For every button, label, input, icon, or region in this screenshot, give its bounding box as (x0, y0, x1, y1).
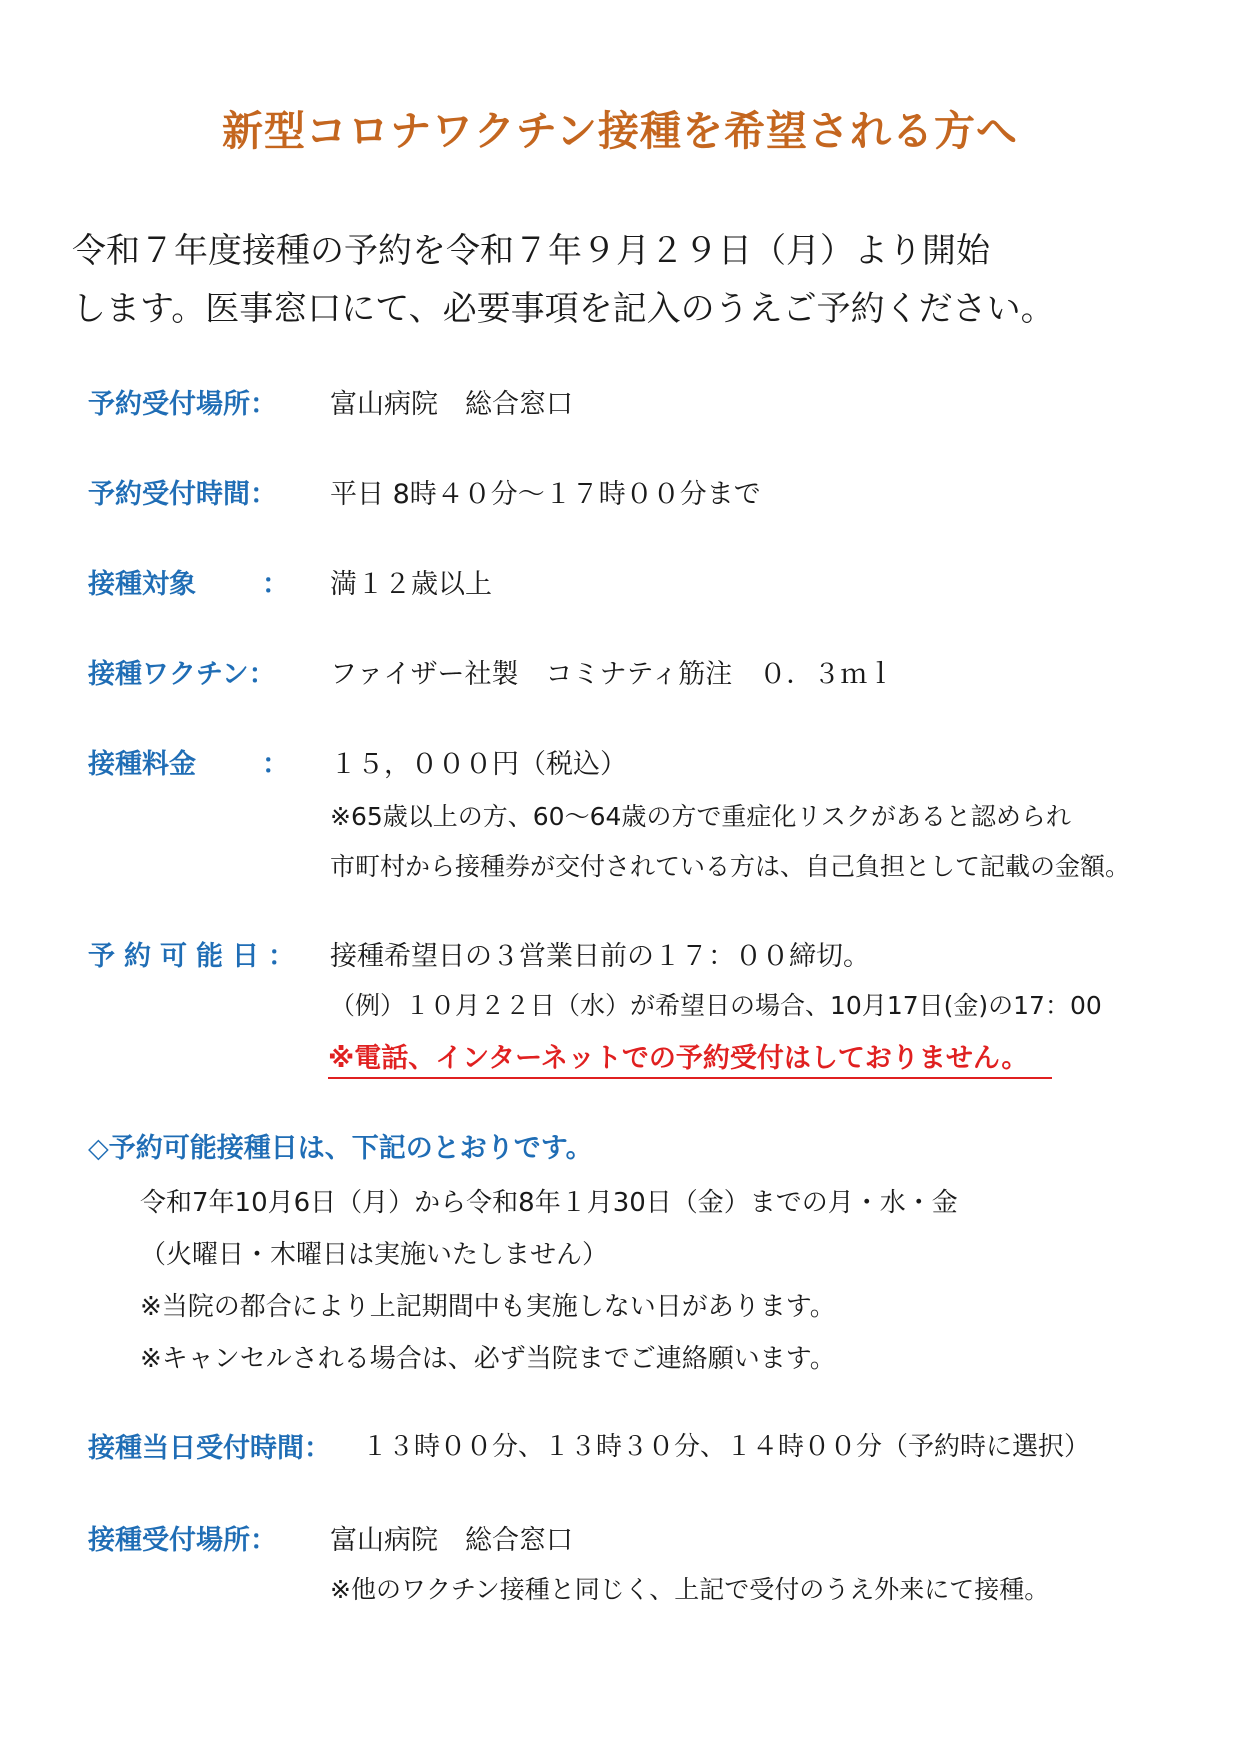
intro-line-1: 令和７年度接種の予約を令和７年９月２９日（月）より開始 (72, 231, 990, 271)
reservation-hours-value: 平日 8時４０分～１７時００分まで (330, 479, 761, 510)
vaccination-place-note: ※他のワクチン接種と同じく、上記で受付のうえ外来にて接種。 (330, 1575, 1050, 1604)
page-title: 新型コロナワクチン接種を希望される方へ (222, 107, 1018, 155)
target-value: 満１２歳以上 (330, 569, 492, 600)
fee-colon: ： (262, 749, 289, 780)
vaccine-value: ファイザー社製 コミナティ筋注 ０．３ｍｌ (330, 659, 895, 690)
available-dates-heading: ◇予約可能接種日は、下記のとおりです。 (88, 1133, 593, 1164)
target-label: 接種対象 (88, 569, 196, 600)
fee-label: 接種料金 (88, 749, 196, 780)
vaccination-place-label: 接種受付場所： (88, 1525, 277, 1556)
vaccine-label: 接種ワクチン： (88, 659, 276, 690)
fee-note-2: 市町村から接種券が交付されている方は、自己負担として記載の金額。 (330, 852, 1131, 881)
fee-value: １５，０００円（税込） (330, 749, 627, 780)
target-colon: ： (262, 569, 289, 600)
day-of-time-value: １３時００分、１３時３０分、１４時００分（予約時に選択） (362, 1432, 1091, 1462)
intro-paragraph (72, 222, 1055, 338)
vaccination-place-value: 富山病院 総合窓口 (330, 1525, 573, 1556)
reservation-hours-label: 予約受付時間： (88, 479, 277, 510)
intro-line-2: します。医事窓口にて、必要事項を記入のうえご予約ください。 (72, 289, 1055, 329)
reservation-place-value: 富山病院 総合窓口 (330, 389, 573, 420)
available-dates-line-1: 令和7年10月6日（月）から令和8年１月30日（金）までの月・水・金 (140, 1188, 958, 1218)
no-phone-internet-warning: ※電話、インターネットでの予約受付はしておりません。 (328, 1036, 1052, 1079)
available-day-value: 接種希望日の３営業日前の１７：００締切。 (330, 941, 870, 972)
reservation-place-label: 予約受付場所： (88, 389, 277, 420)
fee-note-1: ※65歳以上の方、60～64歳の方で重症化リスクがあると認められ (330, 802, 1071, 831)
day-of-time-label: 接種当日受付時間： (88, 1433, 331, 1464)
available-day-label: 予約可能日： (88, 941, 304, 972)
available-dates-line-4: ※キャンセルされる場合は、必ず当院までご連絡願います。 (140, 1344, 836, 1374)
available-dates-line-3: ※当院の都合により上記期間中も実施しない日があります。 (140, 1292, 836, 1322)
available-dates-line-2: （火曜日・木曜日は実施いたしません） (140, 1240, 609, 1270)
available-day-example: （例）１０月２２日（水）が希望日の場合、10月17日(金)の17：00 (330, 991, 1102, 1020)
